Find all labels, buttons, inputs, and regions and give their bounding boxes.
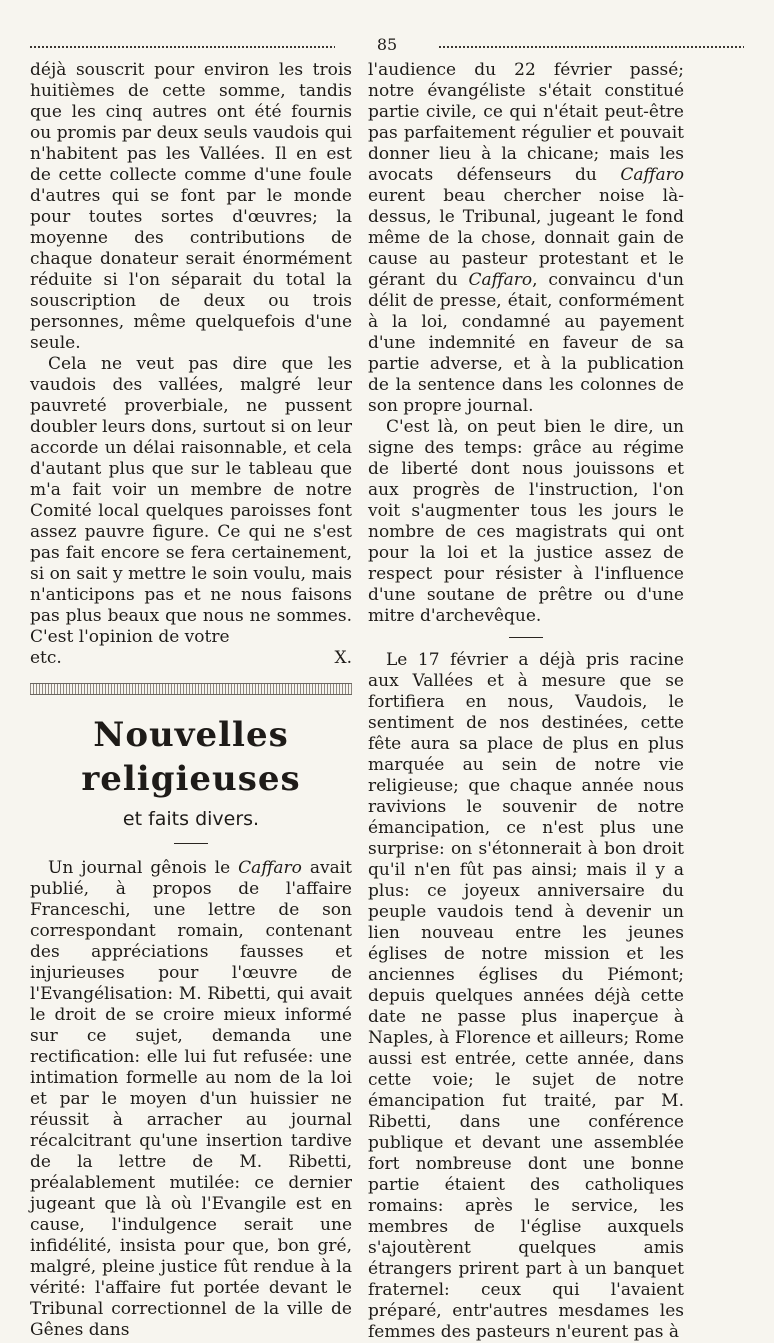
paragraph: Cela ne veut pas dire que les vaudois des vallées, malgré leur pauvreté proverbiale, ne pussent doubler leurs dons, surtout si on leur accorde un délai raisonnable, et cela d'autant plus que sur le tableau que m'a fait voir un membre de notre Comité local quelques paroisses font assez pauvre figure. Ce qui ne s'est pas fait encore se fera certainement, si on sait y mettre le soin voulu, mais n'anticipons pas et ne nous faisons pas plus beaux que nous ne sommes. C'est l'opinion de votre — [30, 354, 352, 647]
text-run: avait publié, à propos de l'affaire Franceschi, une lettre de son correspondant romain, contenant des appréciations fausses et injurieuses pour l'œuvre de l'Evangélisation: M. Ribetti, qui avait le droit de se croire mieux informé sur ce sujet, demanda une rectification: elle lui fut refusée: une intimation formelle au nom de la loi et par le moyen d'un huissier ne réussit à arracher au journal récalcitrant qu'une insertion tardive de la lettre de M. Ribetti, préalablement mutilée: ce dernier jugeant que là où l'Evangile est en cause, l'indulgence serait une infidélité, insista pour que, bon gré, malgré, pleine justice fût rendue à la vérité: l'affaire fut portée devant le Tribunal correctionnel de la ville de Gênes dans — [30, 858, 353, 1340]
paragraph — [30, 858, 352, 1341]
paragraph: C'est là, on peut bien le dire, un signe des temps: grâce au régime de liberté dont nous jouissons et aux progrès de l'instruction, l'on voit s'augmenter tous les jours le nombre de ces magistrats qui ont pour la loi et la justice assez de respect pour résister à l'influence d'une soutane de prêtre ou d'une mitre d'archevêque. — [368, 417, 684, 626]
right-column — [368, 60, 684, 1343]
paragraph: déjà souscrit pour environ les trois huitièmes de cette somme, tandis que les cinq autres ont été fournis ou promis par deux seuls vaudois qui n'habitent pas les Vallées. Il en est de cette collecte comme d'une foule d'autres qui se font par le monde pour toutes sortes d'œuvres; la moyenne des contributions de chaque donateur serait énormément réduite si l'on séparait du total la souscription de deux ou trois personnes, même quelquefois d'une seule. — [30, 60, 352, 353]
header-rule-right — [439, 46, 744, 48]
short-rule — [509, 637, 543, 638]
signature-line — [30, 648, 352, 669]
left-column — [30, 60, 352, 1341]
journal-name: Caffaro — [468, 270, 533, 290]
signature-initial: X. — [334, 648, 352, 668]
signature-etc: etc. — [30, 648, 62, 668]
section-divider — [30, 683, 352, 695]
text-run: eurent beau chercher noise là-dessus, le Tribunal, jugeant le fond même de la chose, donnait gain de cause au pasteur protestant et le gérant du — [368, 186, 684, 290]
journal-name: Caffaro — [238, 858, 302, 878]
text-run: l'audience du 22 février passé; notre évangéliste s'était constitué partie civile, ce qui n'était peut-être pas parfaitement régulier et pouvait donner lieu à la chicane; mais les avocats défenseurs du — [368, 60, 684, 185]
text-run: Un journal gênois le — [48, 858, 239, 878]
section-title: Nouvelles religieuses — [81, 715, 301, 799]
paragraph: Le 17 février a déjà pris racine aux Vallées et à mesure que se fortifiera en nous, Vaudois, le sentiment de nos destinées, cette fête aura sa place de plus en plus marquée au sein de notre vie religieuse; que chaque année nous ravivions le souvenir de notre émancipation, ce n'est plus une surprise: on s'étonnerait à bon droit qu'il n'en fût pas ainsi; mais il y a plus: ce joyeux anniversaire du peuple vaudois tend à devenir un lien nouveau entre les jeunes églises de notre mission et les anciennes églises du Piémont; depuis quelques années déjà cette date ne passe plus inaperçue à Naples, à Florence et ailleurs; Rome aussi est entrée, cette année, dans cette voie; le sujet de notre émancipation fut traité, par M. Ribetti, dans une conférence publique et devant une assemblée fort nombreuse dont une bonne partie étaient des catholiques romains: après le service, les membres de l'église auxquels s'ajoutèrent quelques amis étrangers prirent part à un banquet fraternel: ceux qui l'avaient préparé, entr'autres mesdames les femmes des pasteurs n'eurent pas à — [368, 650, 684, 1342]
section-subtitle: et faits divers. — [122, 808, 260, 830]
journal-name: Caffaro — [620, 165, 684, 185]
page-number: 85 — [376, 35, 398, 54]
short-rule — [174, 843, 208, 844]
page-header — [30, 34, 744, 56]
text-run: , convaincu d'un délit de presse, était, conformément à la loi, condamné au payement d'une indemnité en faveur de sa partie adverse, et à la publication de la sentence dans les colonnes de son propre journal. — [368, 270, 684, 416]
paragraph — [368, 60, 684, 417]
